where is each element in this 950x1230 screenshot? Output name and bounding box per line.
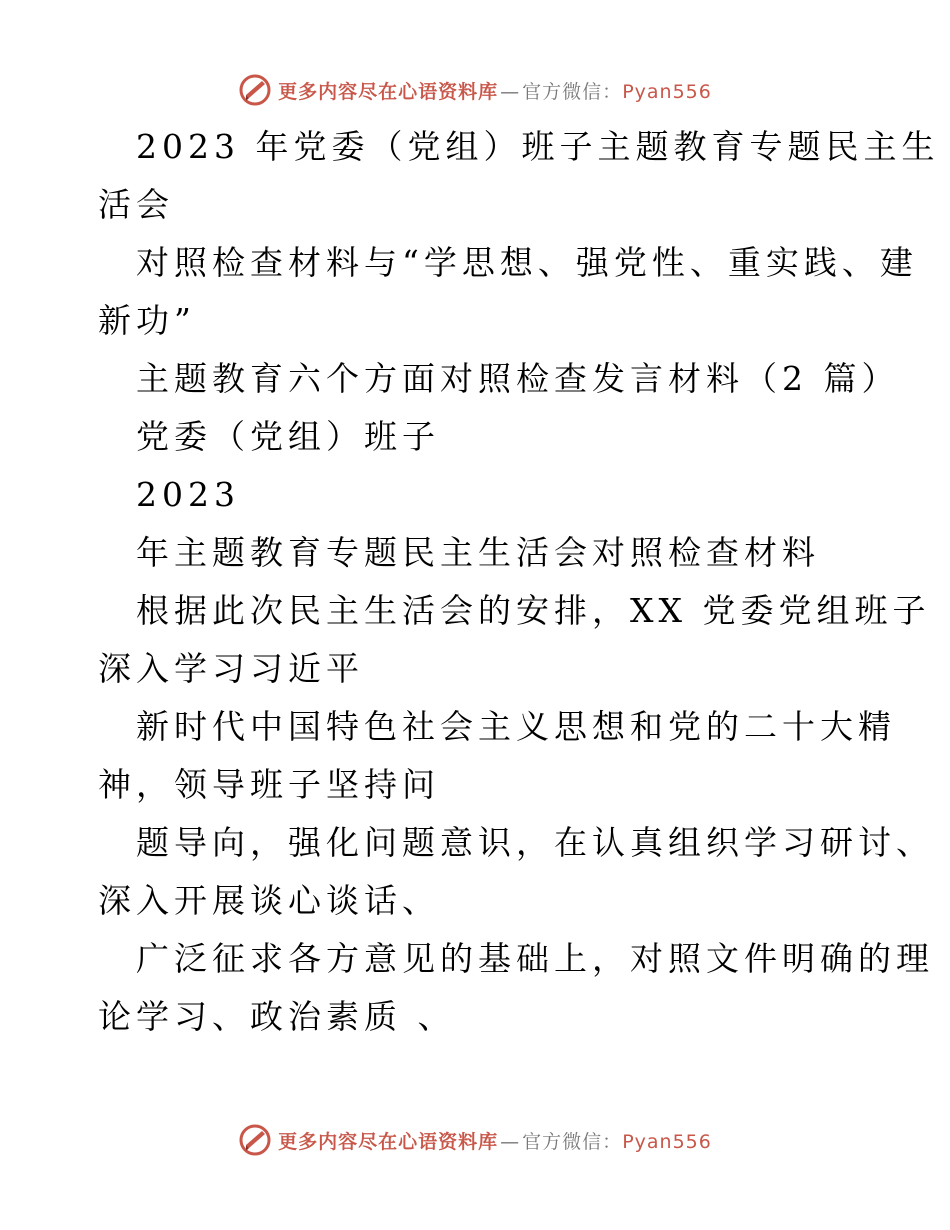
text-line: 神，领导班子坚持问	[98, 765, 440, 804]
brand-logo-icon	[238, 1123, 272, 1157]
text-line: 活会	[98, 185, 174, 224]
text-line: 新功”	[98, 301, 196, 340]
text-line: 对照检查材料与“学思想、强党性、重实践、建	[136, 243, 918, 282]
brand-logo-icon	[238, 73, 272, 107]
text-line: 深入学习习近平	[98, 649, 364, 688]
document-body	[98, 118, 940, 1046]
header-watermark	[0, 72, 950, 108]
text-line: 主题教育六个方面对照检查发言材料（2 篇）	[136, 359, 900, 398]
text-line: 党委（党组）班子	[136, 417, 440, 456]
text-line: 2023	[136, 475, 240, 514]
text-line: 广泛征求各方意见的基础上，对照文件明确的理	[136, 939, 934, 978]
footer-watermark	[0, 1122, 950, 1158]
text-line: 2023 年党委（党组）班子主题教育专题民主生	[136, 127, 940, 166]
text-line: 根据此次民主生活会的安排，XX 党委党组班子	[136, 591, 931, 630]
text-line: 论学习、政治素质 、	[98, 997, 456, 1036]
text-line: 新时代中国特色社会主义思想和党的二十大精	[136, 707, 896, 746]
text-line: 年主题教育专题民主生活会对照检查材料	[136, 533, 820, 572]
watermark-text: 更多内容尽在心语资料库 — 官方微信：Pyan556	[278, 1130, 712, 1153]
text-line: 题导向，强化问题意识，在认真组织学习研讨、	[136, 823, 934, 862]
text-line: 深入开展谈心谈话、	[98, 881, 440, 920]
watermark-text: 更多内容尽在心语资料库 — 官方微信：Pyan556	[278, 80, 712, 103]
